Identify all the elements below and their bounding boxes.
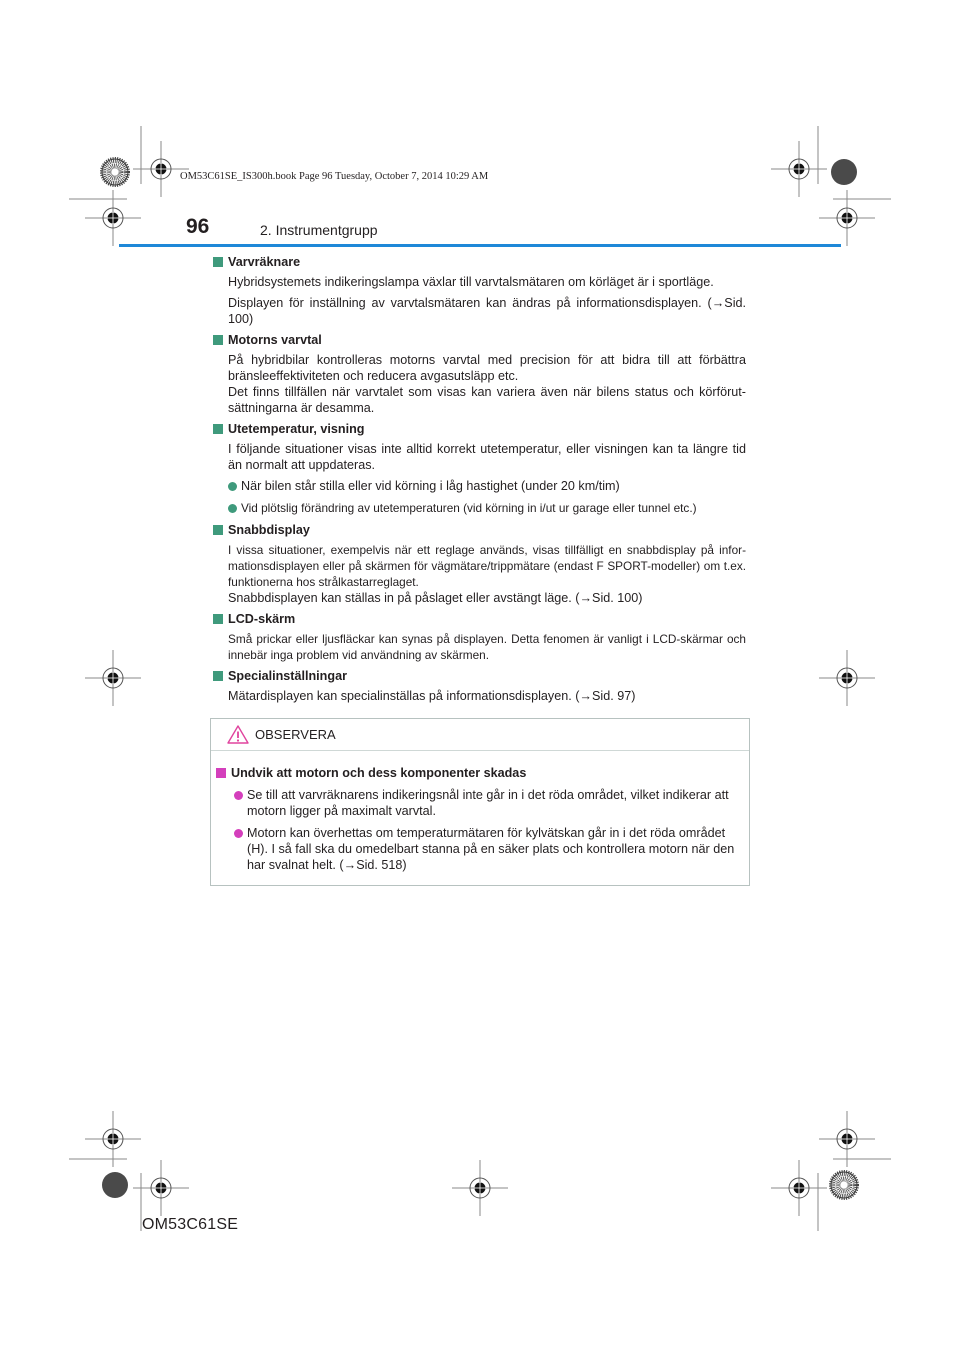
square-bullet-icon (213, 614, 223, 624)
warning-triangle-icon (227, 725, 249, 744)
section-varvraknare (213, 254, 746, 327)
section-motorns-varvtal (213, 332, 746, 416)
paragraph: Hybridsystemets indikeringslampa växlar till varvtalsmätaren om körläget är i sportläge. (228, 275, 714, 289)
square-bullet-icon (213, 671, 223, 681)
list-item: Se till att varvräknarens indikeringsnål inte går in i det röda området, vilket indikerar att motorn ligger på maximalt varvtal. (234, 787, 743, 819)
round-bullet-icon (228, 504, 237, 513)
section-heading: Utetemperatur, visning (228, 422, 365, 436)
section-heading: Motorns varvtal (228, 333, 322, 347)
caution-header (211, 719, 749, 751)
paragraph: På hybridbilar kontrolleras motorns varvtal med precision för att bidra till att förbättra bränsleeffektiviteten och reducera avgasutsläpp etc. (228, 353, 746, 383)
list-item: Vid plötslig förändring av utetemperaturen (vid körning in i/ut ur garage eller tunnel etc.) (228, 500, 746, 516)
caution-heading: Undvik att motorn och dess komponenter skadas (231, 766, 527, 780)
caution-box (210, 718, 750, 886)
page-content (213, 254, 746, 709)
print-slug: OM53C61SE_IS300h.book Page 96 Tuesday, October 7, 2014 10:29 AM (180, 171, 489, 182)
list-item: När bilen står stilla eller vid körning i låg hastighet (under 20 km/tim) (228, 478, 746, 494)
caution-title: OBSERVERA (255, 727, 336, 742)
paragraph: I följande situationer visas inte alltid korrekt utetemperatur, eller visningen kan ta längre tid än normalt att uppdateras. (228, 442, 746, 472)
square-bullet-icon (213, 257, 223, 267)
paragraph: Små prickar eller ljusfläckar kan synas på displayen. Detta fenomen är vanligt i LCD-skärmar och innebär inga problem vid användning av skärmen. (228, 632, 746, 662)
section-heading: Snabbdisplay (228, 523, 310, 537)
square-bullet-icon (213, 525, 223, 535)
chapter-title: 2. Instrumentgrupp (260, 222, 378, 238)
section-heading: Specialinställningar (228, 669, 347, 683)
paragraph: Det finns tillfällen när varvtalet som visas kan variera även när bilens status och körförut-sättningarna är desamma. (228, 385, 746, 415)
square-bullet-icon (216, 768, 226, 778)
paragraph: Displayen för inställning av varvtalsmätaren kan ändras på informationsdisplayen. (→Sid. 100) (228, 296, 746, 326)
header-rule (119, 244, 841, 247)
section-utetemperatur (213, 421, 746, 516)
square-bullet-icon (213, 335, 223, 345)
section-lcd-skarm (213, 611, 746, 663)
page-number: 96 (186, 215, 210, 238)
list-item: Motorn kan överhettas om temperaturmätaren för kylvätskan går in i det röda området (H). I så fall ska du omedelbart stanna på en säker plats och kontrollera motorn när den har svalnat helt. (→Sid. 518) (234, 825, 743, 873)
section-specialinstallningar (213, 668, 746, 704)
section-heading: LCD-skärm (228, 612, 296, 626)
round-bullet-icon (228, 482, 237, 491)
section-heading: Varvräknare (228, 255, 301, 269)
paragraph: I vissa situationer, exempelvis när ett reglage används, visas tillfälligt en snabbdisplay på infor-mationsdisplayen eller på skärmen för vägmätare/trippmätare (endast F SPORT-modeller) om t.ex. funktionerna hos strålkastarreglaget. (228, 543, 746, 589)
round-bullet-icon (234, 791, 243, 800)
section-snabbdisplay (213, 522, 746, 606)
footer-code: OM53C61SE (142, 1216, 239, 1233)
square-bullet-icon (213, 424, 223, 434)
round-bullet-icon (234, 829, 243, 838)
paragraph: Snabbdisplayen kan ställas in på påslaget eller avstängt läge. (→Sid. 100) (228, 591, 643, 605)
paragraph: Mätardisplayen kan specialinställas på informationsdisplayen. (→Sid. 97) (228, 689, 636, 703)
